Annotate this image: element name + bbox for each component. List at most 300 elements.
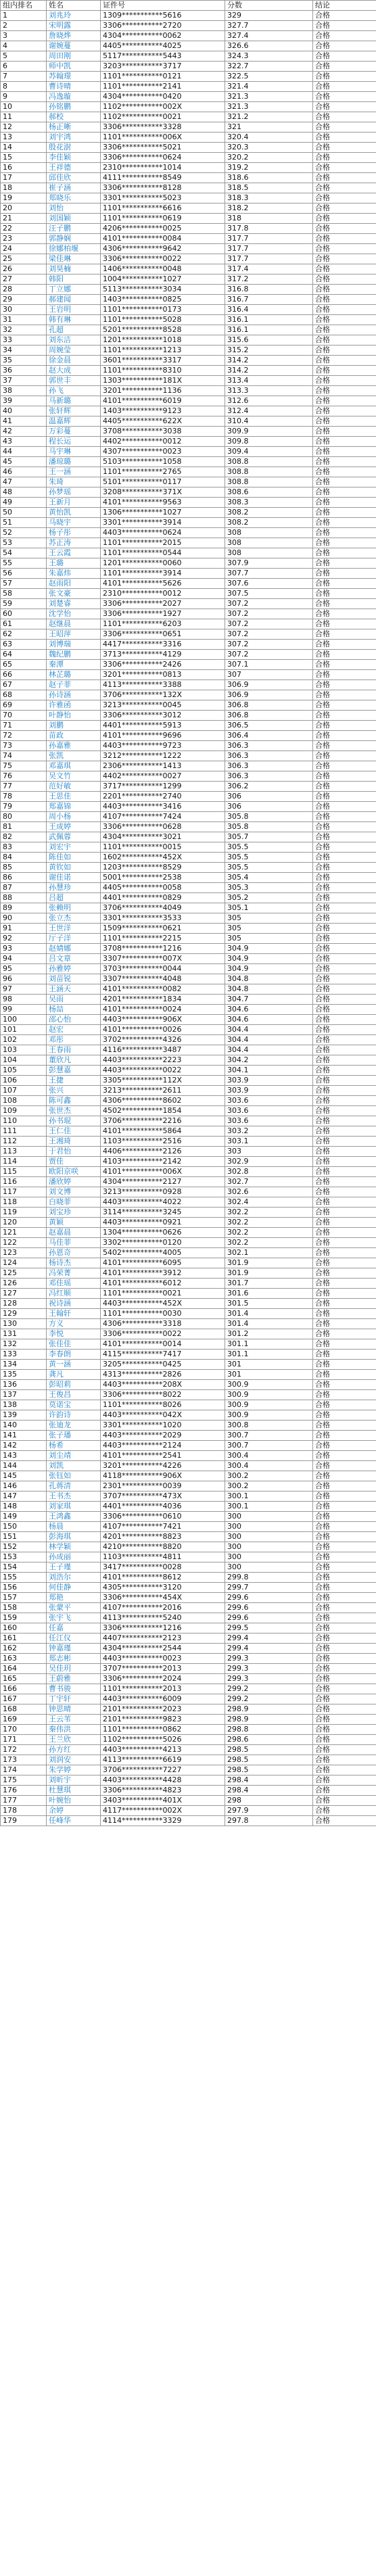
name-cell: 赵雨阳 [47, 579, 101, 589]
table-row [1, 538, 376, 548]
result-cell: 合格 [313, 244, 376, 254]
name-cell: 孙雅婷 [47, 964, 101, 974]
rank-cell: 31 [1, 315, 47, 325]
result-cell: 合格 [313, 1552, 376, 1563]
rank-cell: 68 [1, 690, 47, 700]
result-cell: 合格 [313, 1319, 376, 1329]
name-cell: 林芷璐 [47, 670, 101, 680]
rank-cell: 128 [1, 1299, 47, 1309]
name-cell: 王湘琦 [47, 1137, 101, 1147]
name-cell: 赵大成 [47, 366, 101, 376]
rank-cell: 89 [1, 903, 47, 913]
result-cell: 合格 [313, 1410, 376, 1421]
rank-cell: 7 [1, 72, 47, 82]
score-cell: 300.9 [225, 1390, 313, 1400]
table-row [1, 954, 376, 964]
id-number-cell: 1101***********0121 [101, 72, 225, 82]
rank-cell: 82 [1, 832, 47, 842]
rank-cell: 28 [1, 285, 47, 295]
id-number-cell: 3208***********371X [101, 487, 225, 498]
score-cell: 308.6 [225, 487, 313, 498]
score-cell: 301.1 [225, 1339, 313, 1350]
score-cell: 307.2 [225, 650, 313, 660]
rank-cell: 84 [1, 853, 47, 863]
score-cell: 306.3 [225, 761, 313, 771]
score-cell: 308.8 [225, 467, 313, 477]
result-cell: 合格 [313, 609, 376, 619]
header-row [1, 1, 376, 11]
name-cell: 王成婷 [47, 822, 101, 832]
rank-cell: 136 [1, 1380, 47, 1390]
table-row [1, 518, 376, 528]
table-row [1, 812, 376, 822]
table-row [1, 153, 376, 163]
name-cell: 任嘉 [47, 1623, 101, 1633]
rank-cell: 64 [1, 650, 47, 660]
id-number-cell: 3713***********4129 [101, 650, 225, 660]
name-cell: 徐金晨 [47, 356, 101, 366]
id-number-cell: 3306***********1927 [101, 609, 225, 619]
name-cell: 魏纪鹏 [47, 650, 101, 660]
result-cell: 合格 [313, 1633, 376, 1644]
name-cell: 邓佳瑶 [47, 1279, 101, 1289]
rank-cell: 3 [1, 31, 47, 41]
result-cell: 合格 [313, 1725, 376, 1735]
name-cell: 欧阳京咲 [47, 1167, 101, 1177]
table-row [1, 1035, 376, 1045]
table-row [1, 619, 376, 629]
result-cell: 合格 [313, 792, 376, 802]
result-cell: 合格 [313, 1268, 376, 1279]
header-id-number: 证件号 [101, 1, 225, 11]
table-row [1, 112, 376, 122]
id-number-cell: 4304***********0420 [101, 92, 225, 102]
table-row [1, 1147, 376, 1157]
id-number-cell: 4403***********208X [101, 1380, 225, 1390]
id-number-cell: 3114***********3245 [101, 1208, 225, 1218]
result-cell: 合格 [313, 1583, 376, 1593]
id-number-cell: 3708***********3038 [101, 427, 225, 437]
name-cell: 韩有琳 [47, 315, 101, 325]
score-cell: 303.2 [225, 1126, 313, 1137]
score-cell: 312.4 [225, 406, 313, 416]
result-cell: 合格 [313, 133, 376, 143]
rank-cell: 107 [1, 1086, 47, 1096]
score-cell: 327.7 [225, 21, 313, 31]
result-cell: 合格 [313, 1147, 376, 1157]
id-number-cell: 4101***********0024 [101, 1005, 225, 1015]
rank-cell: 175 [1, 1775, 47, 1786]
name-cell: 刘浩尔 [47, 1573, 101, 1583]
rank-cell: 15 [1, 153, 47, 163]
name-cell: 周婉莹 [47, 345, 101, 356]
score-cell: 299.2 [225, 1684, 313, 1694]
id-number-cell: 4403***********0022 [101, 1066, 225, 1076]
id-number-cell: 3707***********473X [101, 1492, 225, 1502]
name-cell: 张赖明 [47, 903, 101, 913]
table-row [1, 1765, 376, 1775]
id-number-cell: 4403***********4428 [101, 1775, 225, 1786]
id-number-cell: 3417***********0028 [101, 1563, 225, 1573]
rank-cell: 4 [1, 41, 47, 51]
id-number-cell: 5101***********0117 [101, 477, 225, 487]
result-cell: 合格 [313, 173, 376, 183]
score-cell: 308.3 [225, 498, 313, 508]
name-cell: 杨喆 [47, 1005, 101, 1015]
table-row [1, 487, 376, 498]
result-cell: 合格 [313, 771, 376, 782]
id-number-cell: 3306***********0624 [101, 153, 225, 163]
id-number-cell: 3306***********2024 [101, 1674, 225, 1684]
table-row [1, 629, 376, 640]
name-cell: 邱佳欣 [47, 173, 101, 183]
result-cell: 合格 [313, 183, 376, 193]
rank-cell: 2 [1, 21, 47, 31]
rank-cell: 65 [1, 660, 47, 670]
rank-cell: 118 [1, 1197, 47, 1208]
result-cell: 合格 [313, 1096, 376, 1106]
result-cell: 合格 [313, 487, 376, 498]
result-cell: 合格 [313, 467, 376, 477]
rank-cell: 35 [1, 356, 47, 366]
table-row [1, 1633, 376, 1644]
score-cell: 302.4 [225, 1197, 313, 1208]
name-cell: 刘怡 [47, 204, 101, 214]
score-cell: 308.8 [225, 457, 313, 467]
rank-cell: 111 [1, 1126, 47, 1137]
name-cell: 孙恩奇 [47, 1248, 101, 1258]
id-number-cell: 3706***********2216 [101, 1116, 225, 1126]
score-cell: 299.8 [225, 1573, 313, 1583]
result-cell: 合格 [313, 1532, 376, 1542]
name-cell: 邓嘉琪 [47, 761, 101, 771]
table-row [1, 1421, 376, 1431]
name-cell: 杨正晰 [47, 122, 101, 133]
table-row [1, 427, 376, 437]
score-cell: 305.5 [225, 863, 313, 873]
name-cell: 王俊昌 [47, 1390, 101, 1400]
name-cell: 厅子洋 [47, 934, 101, 944]
table-row [1, 1461, 376, 1471]
table-row [1, 731, 376, 741]
score-cell: 307.2 [225, 619, 313, 629]
name-cell: 吴文竹 [47, 771, 101, 782]
score-cell: 305.5 [225, 853, 313, 863]
rank-cell: 104 [1, 1055, 47, 1066]
name-cell: 马晓宇 [47, 518, 101, 528]
table-row [1, 1542, 376, 1552]
name-cell: 冯逸璇 [47, 92, 101, 102]
name-cell: 董欣凡 [47, 1055, 101, 1066]
id-number-cell: 1306***********1027 [101, 508, 225, 518]
table-row [1, 1775, 376, 1786]
id-number-cell: 1101***********2015 [101, 538, 225, 548]
id-number-cell: 4201***********1834 [101, 995, 225, 1005]
id-number-cell: 4403***********0921 [101, 1218, 225, 1228]
name-cell: 吕文章 [47, 954, 101, 964]
table-row [1, 1481, 376, 1492]
result-cell: 合格 [313, 731, 376, 741]
rank-cell: 88 [1, 893, 47, 903]
id-number-cell: 5113***********3034 [101, 285, 225, 295]
table-row [1, 974, 376, 984]
id-number-cell: 2101***********9823 [101, 1715, 225, 1725]
result-cell: 合格 [313, 427, 376, 437]
rank-cell: 150 [1, 1522, 47, 1532]
id-number-cell: 2310***********0012 [101, 589, 225, 599]
rank-cell: 6 [1, 62, 47, 72]
id-number-cell: 4304***********2544 [101, 1644, 225, 1654]
score-cell: 324.3 [225, 51, 313, 62]
result-cell: 合格 [313, 1664, 376, 1674]
result-cell: 合格 [313, 234, 376, 244]
result-cell: 合格 [313, 569, 376, 579]
score-cell: 299.5 [225, 1623, 313, 1633]
name-cell: 朱学婷 [47, 1765, 101, 1775]
result-cell: 合格 [313, 802, 376, 812]
result-cell: 合格 [313, 406, 376, 416]
score-cell: 302.2 [225, 1228, 313, 1238]
result-cell: 合格 [313, 1573, 376, 1583]
score-cell: 302.9 [225, 1157, 313, 1167]
table-row [1, 1086, 376, 1096]
table-row [1, 1258, 376, 1268]
table-row [1, 1725, 376, 1735]
table-row [1, 447, 376, 457]
table-row [1, 984, 376, 995]
table-row [1, 193, 376, 204]
table-row [1, 1360, 376, 1370]
id-number-cell: 4305***********3120 [101, 1583, 225, 1593]
score-cell: 317.8 [225, 224, 313, 234]
table-row [1, 913, 376, 924]
result-cell: 合格 [313, 1238, 376, 1248]
score-cell: 299.6 [225, 1603, 313, 1613]
rank-cell: 163 [1, 1654, 47, 1664]
table-row [1, 163, 376, 173]
score-cell: 300.4 [225, 1461, 313, 1471]
score-cell: 298.5 [225, 1755, 313, 1765]
name-cell: 李佳颖 [47, 153, 101, 163]
result-cell: 合格 [313, 1644, 376, 1654]
table-row [1, 761, 376, 771]
score-cell: 329 [225, 11, 313, 21]
name-cell: 黄怡凯 [47, 508, 101, 518]
name-cell: 刘昕宇 [47, 1775, 101, 1786]
table-row [1, 1563, 376, 1573]
score-cell: 302.2 [225, 1218, 313, 1228]
table-row [1, 589, 376, 599]
id-number-cell: 3306***********1216 [101, 1623, 225, 1633]
table-row [1, 477, 376, 487]
name-cell: 王兰欣 [47, 1735, 101, 1745]
result-cell: 合格 [313, 1390, 376, 1400]
name-cell: 杨子彤 [47, 528, 101, 538]
table-row [1, 254, 376, 264]
rank-cell: 177 [1, 1796, 47, 1806]
name-cell: 钟嘉瑾 [47, 1644, 101, 1654]
result-cell: 合格 [313, 224, 376, 234]
result-cell: 合格 [313, 690, 376, 700]
result-cell: 合格 [313, 1563, 376, 1573]
name-cell: 马宇琳 [47, 447, 101, 457]
id-number-cell: 3212***********1222 [101, 751, 225, 761]
id-number-cell: 3306***********5021 [101, 143, 225, 153]
id-number-cell: 3717***********1299 [101, 782, 225, 792]
name-cell: 徐娜柏堰 [47, 244, 101, 254]
score-cell: 307.2 [225, 629, 313, 640]
score-cell: 300.8 [225, 1421, 313, 1431]
table-row [1, 1177, 376, 1187]
name-cell: 白晓菲 [47, 1197, 101, 1208]
result-cell: 合格 [313, 579, 376, 589]
result-cell: 合格 [313, 376, 376, 386]
table-row [1, 1309, 376, 1319]
result-cell: 合格 [313, 457, 376, 467]
result-cell: 合格 [313, 842, 376, 853]
name-cell: 王世洋 [47, 924, 101, 934]
name-cell: 黄钦如 [47, 863, 101, 873]
id-number-cell: 3306***********8022 [101, 1390, 225, 1400]
score-cell: 305.8 [225, 812, 313, 822]
rank-cell: 58 [1, 589, 47, 599]
rank-cell: 151 [1, 1532, 47, 1542]
result-cell: 合格 [313, 1593, 376, 1603]
result-cell: 合格 [313, 112, 376, 122]
score-cell: 320.4 [225, 133, 313, 143]
table-row [1, 1704, 376, 1715]
result-cell: 合格 [313, 1471, 376, 1481]
id-number-cell: 4403***********0624 [101, 528, 225, 538]
table-row [1, 853, 376, 863]
table-row [1, 1522, 376, 1532]
name-cell: 马佳菲 [47, 1238, 101, 1248]
table-row [1, 1755, 376, 1765]
id-number-cell: 3306***********3012 [101, 711, 225, 721]
table-row [1, 934, 376, 944]
id-number-cell: 4101***********006X [101, 1167, 225, 1177]
table-row [1, 802, 376, 812]
result-cell: 合格 [313, 1167, 376, 1177]
score-cell: 322.7 [225, 62, 313, 72]
result-cell: 合格 [313, 51, 376, 62]
name-cell: 郑晓乐 [47, 193, 101, 204]
id-number-cell: 3201***********4226 [101, 1461, 225, 1471]
rank-cell: 156 [1, 1583, 47, 1593]
score-cell: 300 [225, 1552, 313, 1563]
rank-cell: 120 [1, 1218, 47, 1228]
table-row [1, 1400, 376, 1410]
name-cell: 孙飞 [47, 386, 101, 396]
id-number-cell: 4307***********0023 [101, 447, 225, 457]
table-row [1, 133, 376, 143]
score-cell: 320.2 [225, 153, 313, 163]
id-number-cell: 4401***********4036 [101, 1502, 225, 1512]
score-cell: 304.1 [225, 1066, 313, 1076]
rank-cell: 162 [1, 1644, 47, 1654]
table-row [1, 386, 376, 396]
name-cell: 张世杰 [47, 1106, 101, 1116]
result-cell: 合格 [313, 1126, 376, 1137]
table-row [1, 1339, 376, 1350]
name-cell: 许韵诗 [47, 1410, 101, 1421]
name-cell: 郝校 [47, 112, 101, 122]
name-cell: 黄一涵 [47, 1360, 101, 1370]
score-cell: 302.7 [225, 1177, 313, 1187]
name-cell: 王书杰 [47, 1492, 101, 1502]
score-cell: 300.1 [225, 1502, 313, 1512]
rank-cell: 55 [1, 558, 47, 569]
rank-cell: 9 [1, 92, 47, 102]
id-number-cell: 3213***********0045 [101, 700, 225, 711]
rank-cell: 125 [1, 1268, 47, 1279]
score-cell: 321.2 [225, 112, 313, 122]
id-number-cell: 1102***********0021 [101, 112, 225, 122]
score-cell: 303.6 [225, 1116, 313, 1126]
rank-cell: 79 [1, 802, 47, 812]
rank-cell: 20 [1, 204, 47, 214]
score-cell: 301.1 [225, 1350, 313, 1360]
rank-cell: 147 [1, 1492, 47, 1502]
id-number-cell: 3306***********0628 [101, 822, 225, 832]
score-cell: 306.2 [225, 782, 313, 792]
result-cell: 合格 [313, 599, 376, 609]
result-cell: 合格 [313, 853, 376, 863]
name-cell: 彭慧嘉 [47, 1066, 101, 1076]
table-row [1, 548, 376, 558]
rank-cell: 83 [1, 842, 47, 853]
table-row [1, 558, 376, 569]
score-cell: 303 [225, 1147, 313, 1157]
table-row [1, 102, 376, 112]
id-number-cell: 3706***********4049 [101, 903, 225, 913]
table-row [1, 1005, 376, 1015]
table-row [1, 264, 376, 275]
name-cell: 李悦 [47, 1329, 101, 1339]
result-cell: 合格 [313, 285, 376, 295]
result-cell: 合格 [313, 812, 376, 822]
id-number-cell: 4306***********9642 [101, 244, 225, 254]
result-cell: 合格 [313, 528, 376, 538]
table-row [1, 1451, 376, 1461]
result-cell: 合格 [313, 1106, 376, 1116]
rank-cell: 133 [1, 1350, 47, 1360]
score-cell: 306.3 [225, 751, 313, 761]
result-cell: 合格 [313, 1715, 376, 1725]
id-number-cell: 4306***********3318 [101, 1319, 225, 1329]
table-row [1, 295, 376, 305]
id-number-cell: 4403***********452X [101, 1299, 225, 1309]
result-cell: 合格 [313, 518, 376, 528]
result-cell: 合格 [313, 1796, 376, 1806]
rank-cell: 109 [1, 1106, 47, 1116]
name-cell: 孙成丽 [47, 1552, 101, 1563]
name-cell: 孙诗涵 [47, 690, 101, 700]
id-number-cell: 3702***********4326 [101, 1035, 225, 1045]
result-cell: 合格 [313, 1400, 376, 1410]
score-cell: 308 [225, 528, 313, 538]
id-number-cell: 3306***********4823 [101, 1786, 225, 1796]
name-cell: 殷花澍 [47, 143, 101, 153]
id-number-cell: 3708***********1216 [101, 944, 225, 954]
name-cell: 龚凡 [47, 1370, 101, 1380]
table-row [1, 1289, 376, 1299]
id-number-cell: 4403***********6009 [101, 1694, 225, 1704]
rank-cell: 122 [1, 1238, 47, 1248]
score-cell: 304.8 [225, 984, 313, 995]
name-cell: 王仁佳 [47, 1126, 101, 1137]
rank-cell: 76 [1, 771, 47, 782]
